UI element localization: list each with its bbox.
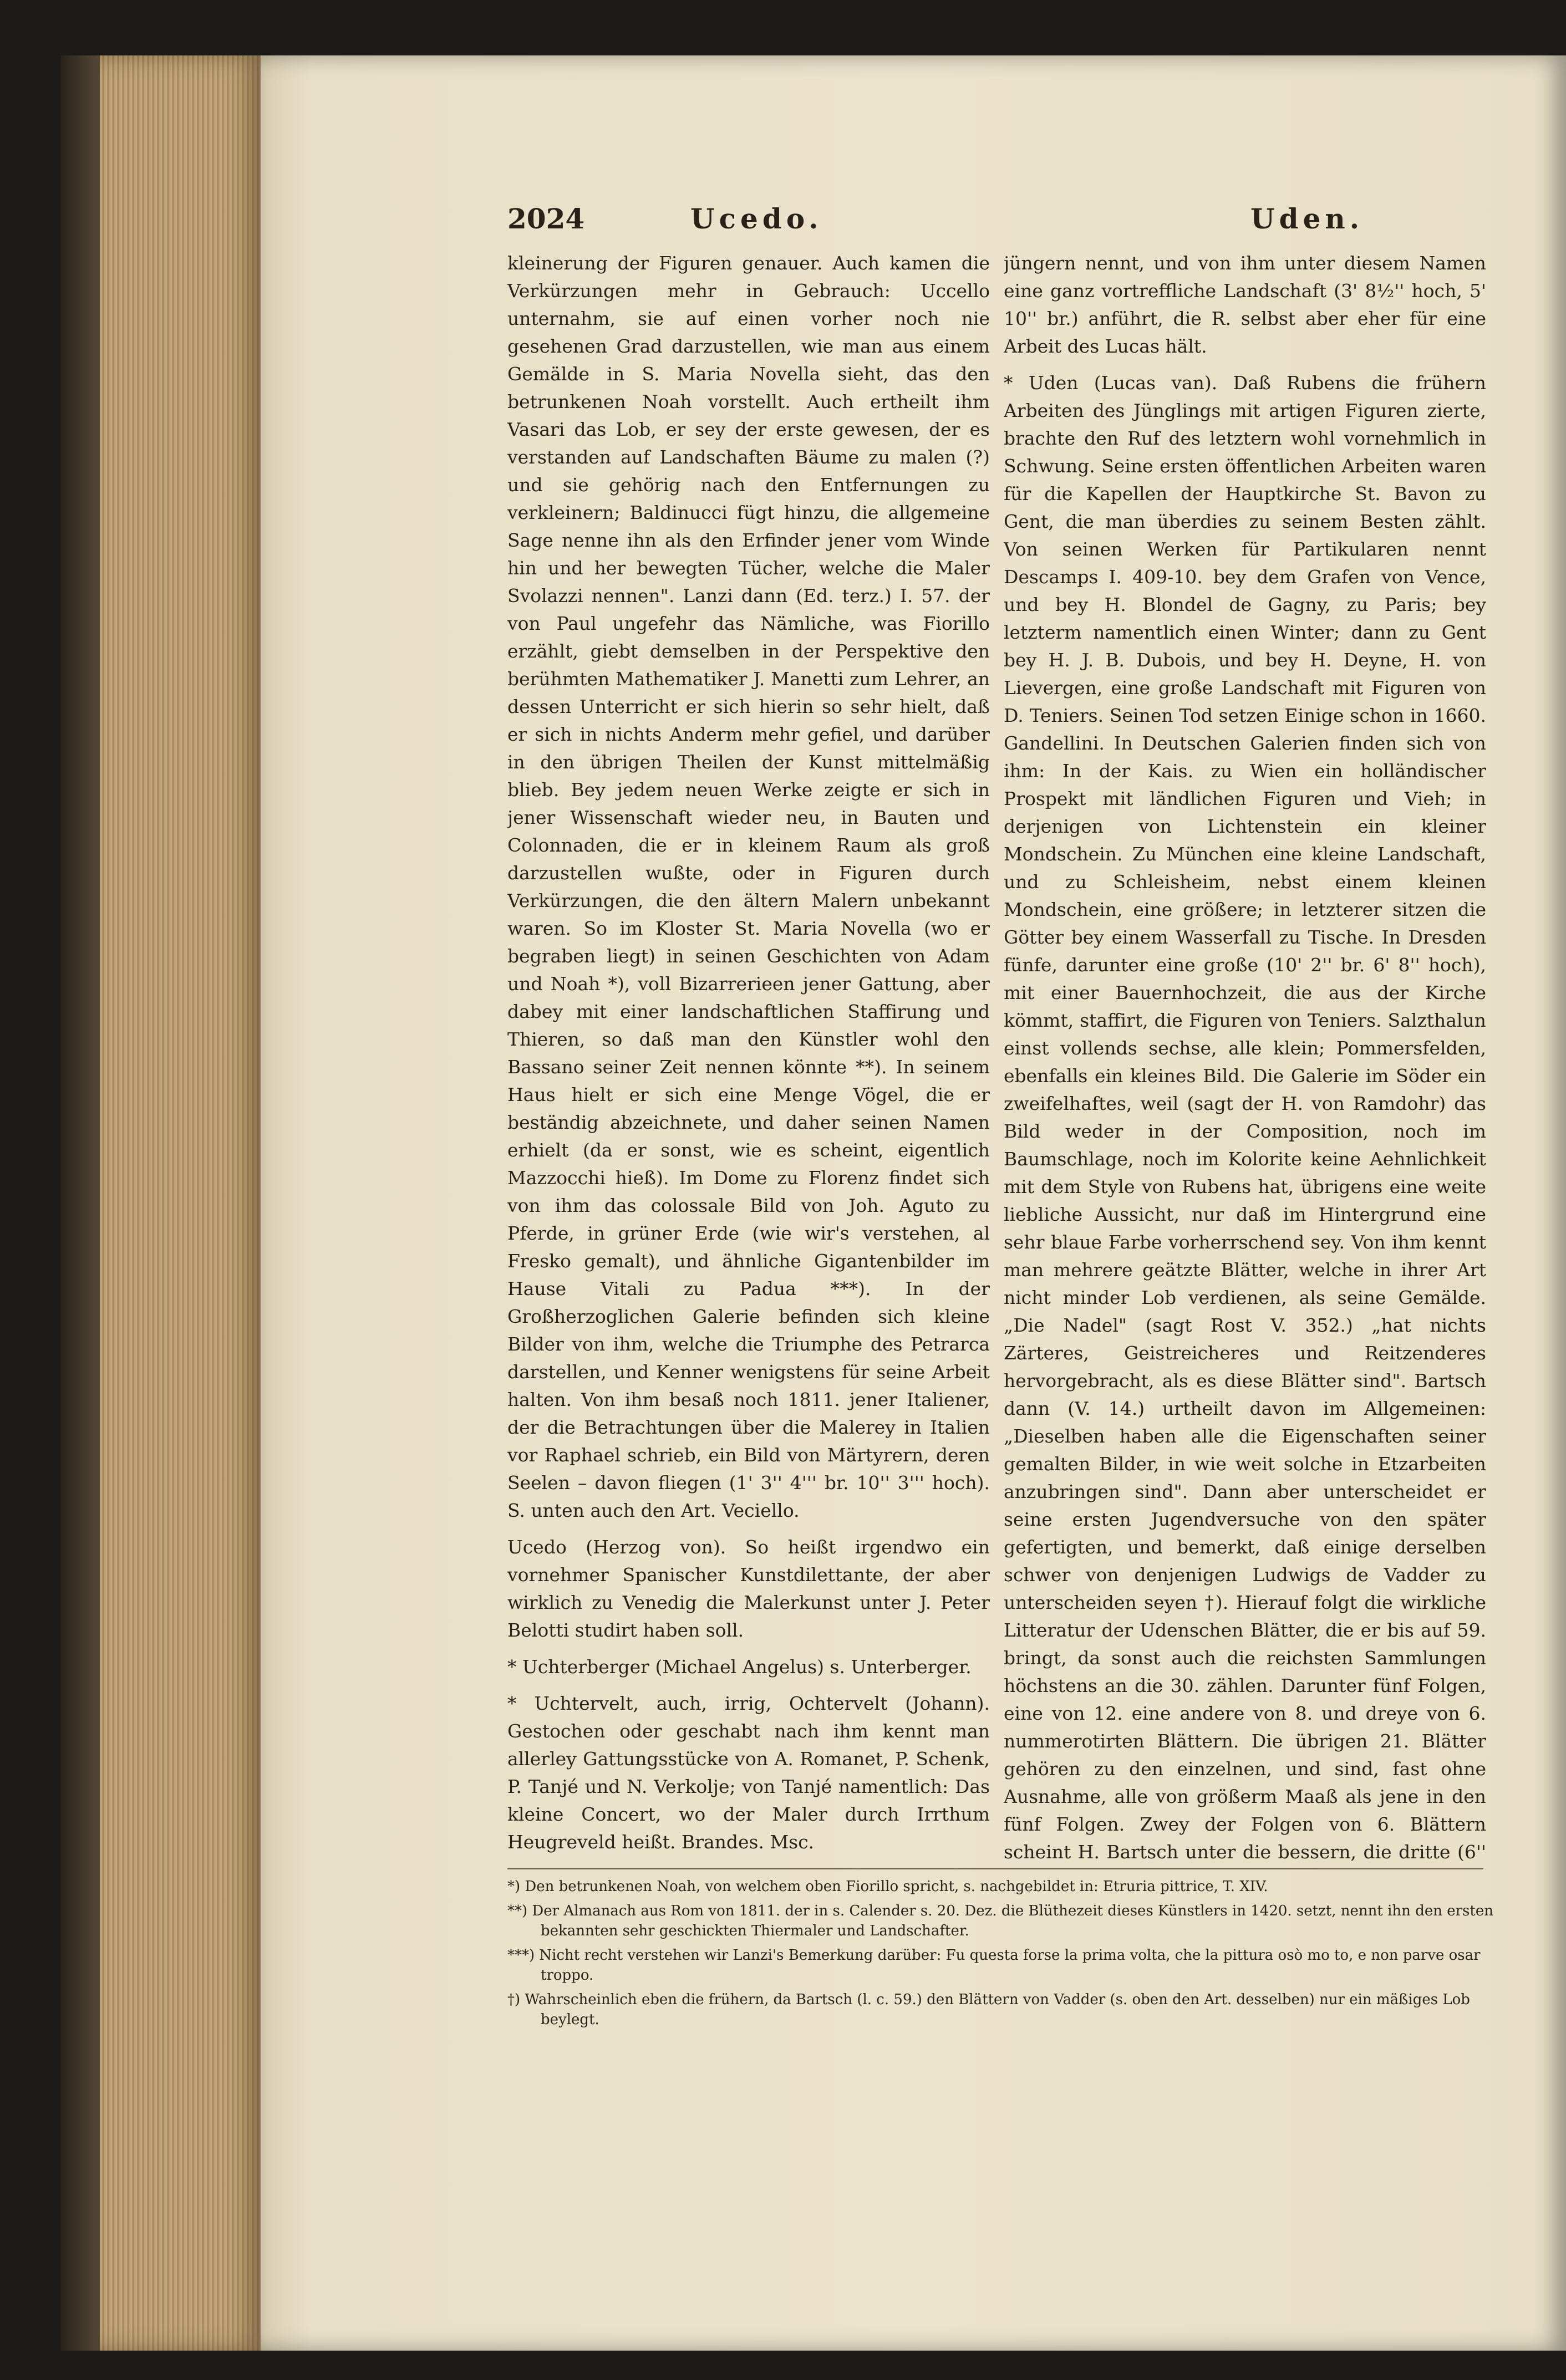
left-column-heading: Ucedo. (690, 202, 823, 235)
footnote-1: *) Den betrunkenen Noah, von welchem oben Fiorillo spricht, s. nachgebildet in: Etruria pittrice, T. XIV. (507, 1878, 1268, 1895)
entry-uchterberger: * Uchterberger (Michael Angelus) s. Unterberger. (507, 1656, 972, 1678)
footnote-3: ***) Nicht recht verstehen wir Lanzi's Bemerkung darüber: Fu questa forse la prima volta, che la pittura osò mo to, e non parve osar troppo. (507, 1947, 1481, 1984)
entry-uchtervelt: * Uchtervelt, auch, irrig, Ochtervelt (Johann). Gestochen oder geschabt nach ihm kennt man allerley Gattungsstücke von A. Romanet, P. Schenk, P. Tanjé und N. Verkolje; von Tanjé namentlich: Das kleine Concert, wo der Maler durch Irrthum Heugreveld heißt. Brandes. Msc. (507, 1693, 990, 1853)
entry-uden-lucas: * Uden (Lucas van). Daß Rubens die frühern Arbeiten des Jünglings mit artigen Figuren zierte, brachte den Ruf des letztern wohl vornehmlich in Schwung. Seine ersten öffentlichen Arbeiten waren für die Kapellen der Hauptkirche St. Bavon zu Gent, die man überdies zu seinem Besten zählt. Von seinen Werken für Partikularen nennt Descamps I. 409-10. bey dem Grafen von Vence, und bey H. Blondel de Gagny, zu Paris; bey letzterm namentlich einen Winter; dann zu Gent bey H. J. B. Dubois, und bey H. Deyne, H. von Lievergen, eine große Landschaft mit Figuren von D. Teniers. Seinen Tod setzen Einige schon in 1660. Gandellini. In Deutschen Galerien finden sich von ihm: In der Kais. zu Wien ein holländischer Prospekt mit ländlichen Figuren und Vieh; in derjenigen von Lichtenstein ein kleiner Mondschein. Zu München eine kleine Landschaft, und zu Schleisheim, nebst einem kleinen Mondschein, eine größere; in letzterer sitzen die Götter bey einem Wasserfall zu Tische. In Dresden fünfe, darunter eine große (10' 2'' br. 6' 8'' hoch), mit einer Bauernhochzeit, die aus der Kirche kömmt, staffirt, die Figuren von Teniers. Salzthalun einst vollends sechse, alle klein; Pommersfelden, ebenfalls ein kleines Bild. Die Galerie im Söder ein zweifelhaftes, weil (sagt der H. von Ramdohr) das Bild weder in der Composition, noch im Baumschlage, noch im Kolorite keine Aehnlichkeit mit dem Style von Rubens hat, übrigens eine weite liebliche Aussicht, nur daß im Hintergrund eine sehr blaue Farbe vorherrschend sey. Von ihm kennt man mehrere geätzte Blätter, welche in ihrer Art nicht minder Lob verdienen, als seine Gemälde. „Die Nadel" (sagt Rost V. 352.) „hat nichts Zärteres, Geistreicheres und Reitzenderes hervorgebracht, als es diese Blätter sind". Bartsch dann (V. 14.) urtheilt davon im Allgemeinen: „Dieselben haben alle die Eigenschaften seiner gemalten Bilder, in wie weit solche in Etzarbeiten anzubringen sind". Dann aber unterscheidet er seine ersten Jugendversuche von den später gefertigten, und bemerkt, daß einige derselben schwer von denjenigen Ludwigs de Vadder zu unterscheiden seyen †). Hierauf folgt die wirkliche Litteratur der Udenschen Blätter, die er bis auf 59. bringt, da sonst auch die reichsten Sammlungen höchstens an die 30. zählen. Darunter fünf Folgen, eine von 12. eine andere von 8. und dreye von 6. nummerotirten Blättern. Die übrigen 21. Blätter gehören zu den einzelnen, und sind, fast ohne Ausnahme, alle von größerm Maaß als jene in den fünf Folgen. Zwey der Folgen von 6. Blättern scheint H. Bartsch unter die bessern, die dritte (6'' (1004, 372, 1486, 1863)
running-header (507, 202, 1522, 241)
left-column (507, 249, 990, 1868)
footnotes (507, 1877, 1500, 2054)
right-column-heading: Uden. (1250, 202, 1364, 235)
paragraph-uccello-continued: kleinerung der Figuren genauer. Auch kamen die Verkürzungen mehr in Gebrauch: Uccello unternahm, sie auf einen vorher noch nie gesehenen Grad darzustellen, wie man aus einem Gemälde in S. Maria Novella sieht, das den betrunkenen Noah vorstellt. Auch ertheilt ihm Vasari das Lob, er sey der erste gewesen, der es verstanden auf Landschaften Bäume zu malen (?) und sie gehörig nach den Entfernungen zu verkleinern; Baldinucci fügt hinzu, die allgemeine Sage nenne ihn als den Erfinder jener vom Winde hin und her bewegten Tücher, welche die Maler Svolazzi nennen". Lanzi dann (Ed. terz.) I. 57. der von Paul ungefehr das Nämliche, was Fiorillo erzählt, giebt demselben in der Perspektive den berühmten Mathematiker J. Manetti zum Lehrer, an dessen Unterricht er sich hierin so sehr hielt, daß er sich in nichts Anderm mehr gefiel, und darüber in den übrigen Theilen der Kunst mittelmäßig blieb. Bey jedem neuen Werke zeigte er sich in jener Wissenschaft wieder neu, in Bauten und Colonnaden, die er in kleinem Raum als groß darzustellen wußte, oder in Figuren durch Verkürzungen, die den ältern Malern unbekannt waren. So im Kloster St. Maria Novella (wo er begraben liegt) in seinen Geschichten von Adam und Noah *), voll Bizarrerieen jener Gattung, aber dabey mit einer landschaftlichen Staffirung und Thieren, so daß man den Künstler wohl den Bassano seiner Zeit nennen könnte **). In seinem Haus hielt er sich eine Menge Vögel, die er beständig abzeichnete, und daher seinen Namen erhielt (da er sonst, wie es scheint, eigentlich Mazzocchi hieß). Im Dome zu Florenz findet sich von ihm das colossale Bild von Joh. Aguto zu Pferde, in grüner Erde (wie wir's verstehen, al Fresko gemalt), und ähnliche Gigantenbilder im Hause Vitali zu Padua ***). In der Großherzoglichen Galerie befinden sich kleine Bilder von ihm, welche die Triumphe des Petrarca darstellen, und Kenner wenigstens für seine Arbeit halten. Von ihm besaß noch 1811. jener Italiener, der die Betrachtungen über die Malerey in Italien vor Raphael schrieb, ein Bild von Märtyrern, deren Seelen – davon fliegen (1' 3'' 4''' br. 10'' 3''' hoch). S. unten auch den Art. Veciello. (507, 252, 990, 1521)
page-number: 2024 (507, 202, 585, 235)
footnote-2: **) Der Almanach aus Rom von 1811. der in s. Calender s. 20. Dez. die Blüthezeit dieses Künstlers in 1420. setzt, nennt ihn den ersten bekannten sehr geschickten Thiermaler und Landschafter. (507, 1903, 1493, 1939)
paragraph-uden-johann-continued: jüngern nennt, und von ihm unter diesem Namen eine ganz vortreffliche Landschaft (3' 8½'' hoch, 5' 10'' br.) anführt, die R. selbst aber eher für eine Arbeit des Lucas hält. (1004, 252, 1486, 357)
entry-ucedo: Ucedo (Herzog von). So heißt irgendwo ein vornehmer Spanischer Kunstdilettante, der aber wirklich zu Venedig die Malerkunst unter J. Peter Belotti studirt haben soll. (507, 1536, 990, 1641)
page-edges (100, 55, 266, 2351)
footnote-4: †) Wahrscheinlich eben die frühern, da Bartsch (l. c. 59.) den Blättern von Vadder (s. oben den Art. desselben) nur ein mäßiges Lob beylegt. (507, 1991, 1470, 2028)
right-column (1004, 249, 1486, 1868)
footnote-divider (507, 1868, 1483, 1869)
